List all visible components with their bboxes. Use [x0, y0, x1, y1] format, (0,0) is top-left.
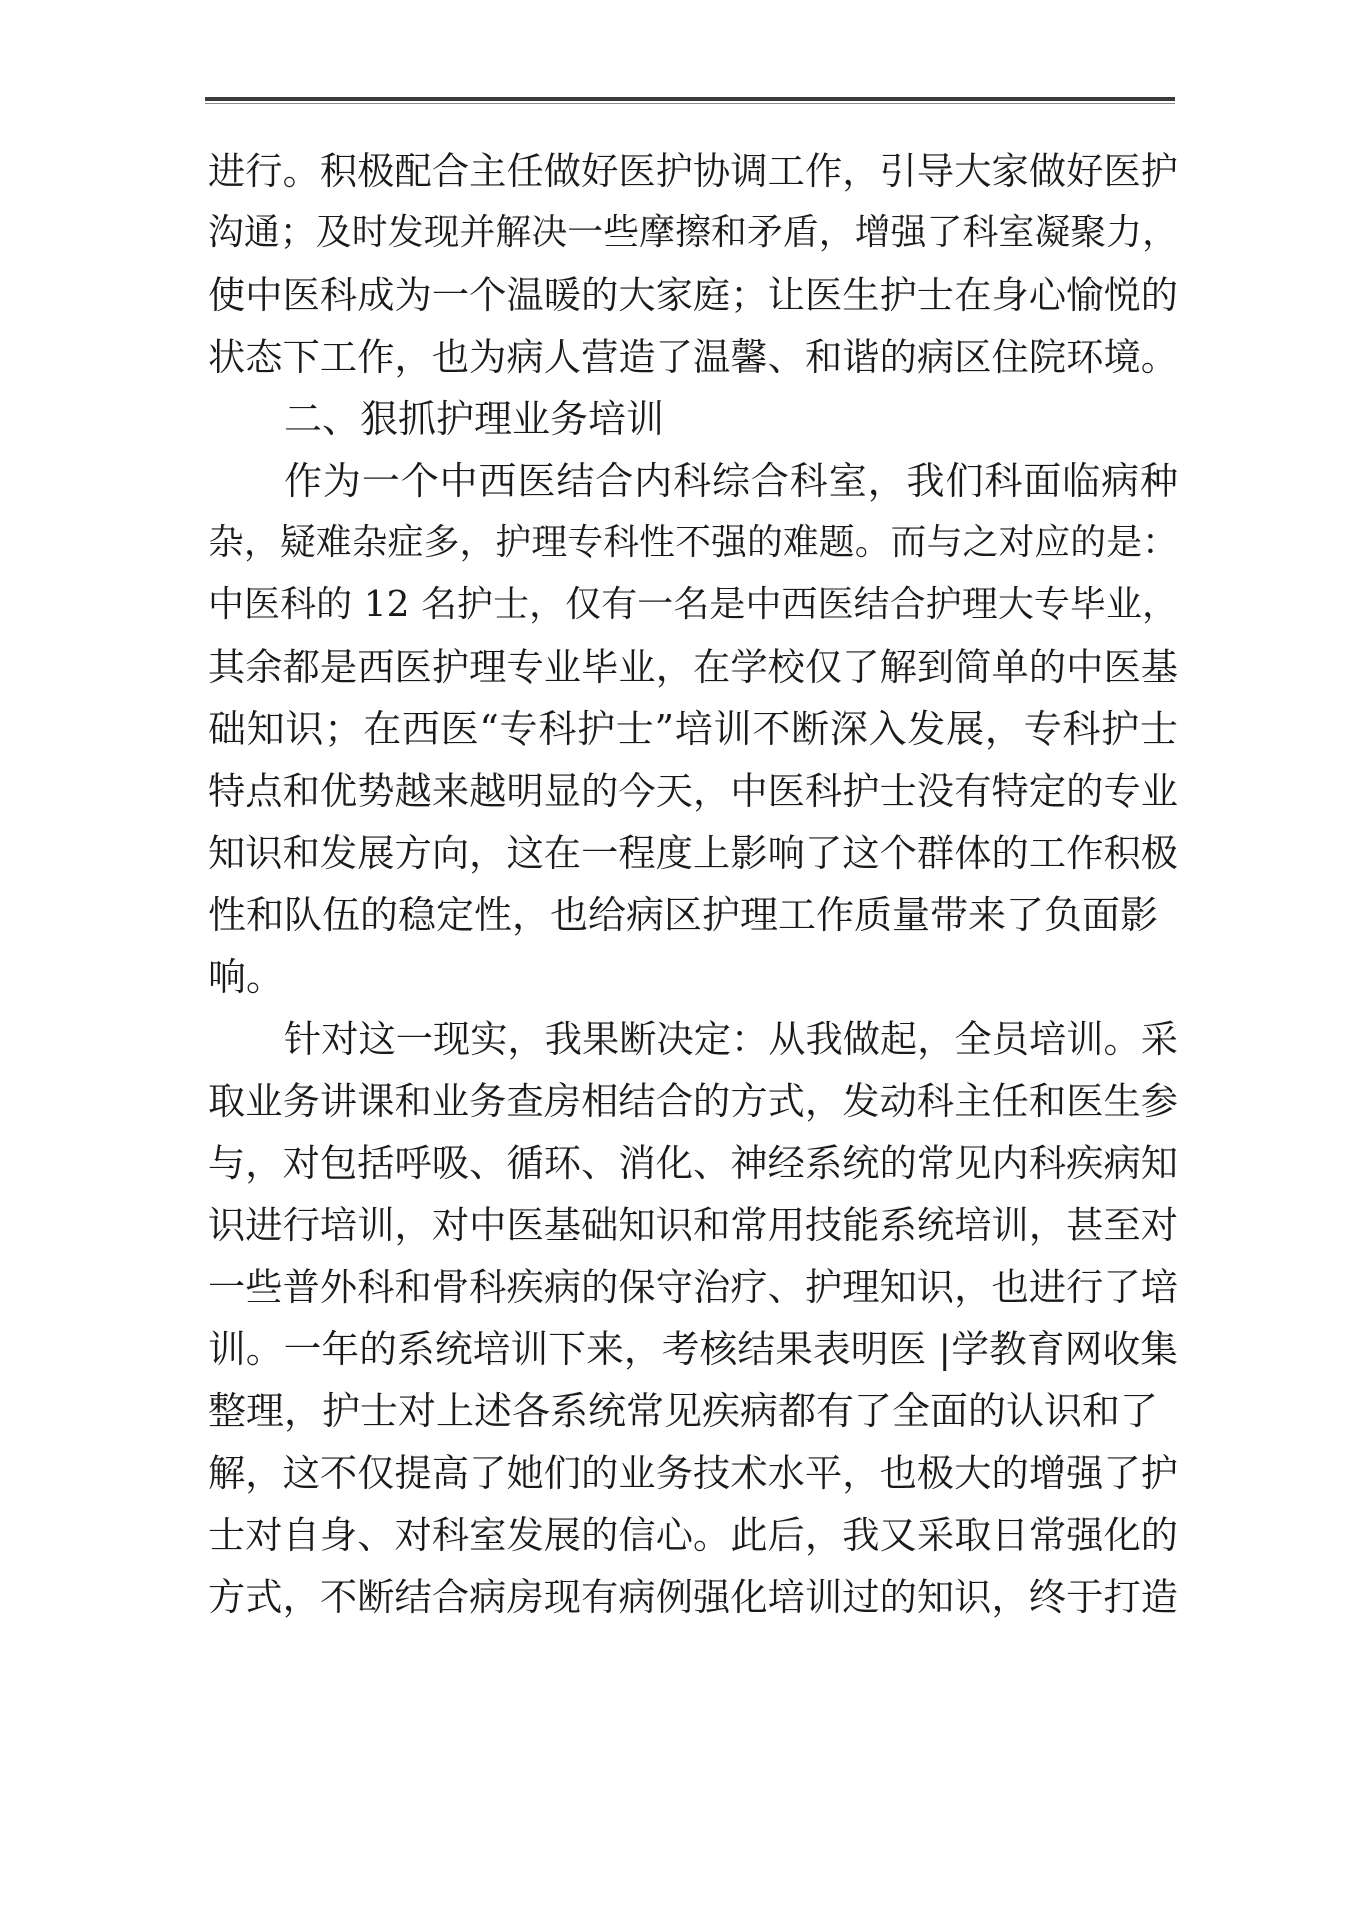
header-rule: [205, 97, 1175, 105]
text-line: 特点和优势越来越明显的今天，中医科护士没有特定的专业: [208, 769, 1178, 813]
header-rule-thick: [205, 97, 1175, 101]
text-line: 整理，护士对上述各系统常见疾病都有了全面的认识和了: [208, 1389, 1159, 1433]
text-line: 士对自身、对科室发展的信心。此后，我又采取日常强化的: [208, 1513, 1178, 1557]
text-line: 中医科的 12 名护士，仅有一名是中西医结合护理大专毕业，: [208, 584, 1178, 625]
text-line: 响。: [208, 955, 285, 999]
text-line: 状态下工作，也为病人营造了温馨、和谐的病区住院环境。: [208, 335, 1178, 379]
section-heading: 二、狠抓护理业务培训: [284, 397, 665, 441]
text-line: 沟通；及时发现并解决一些摩擦和矛盾，增强了科室凝聚力，: [208, 212, 1178, 253]
text-line: 进行。积极配合主任做好医护协调工作，引导大家做好医护: [208, 149, 1178, 193]
text-line: 与，对包括呼吸、循环、消化、神经系统的常见内科疾病知: [208, 1141, 1178, 1185]
text-line: 其余都是西医护理专业毕业，在学校仅了解到简单的中医基: [208, 645, 1178, 689]
text-line: 杂，疑难杂症多，护理专科性不强的难题。而与之对应的是：: [208, 522, 1178, 563]
text-line: 识进行培训，对中医基础知识和常用技能系统培训，甚至对: [208, 1203, 1178, 1247]
text-line: 性和队伍的稳定性，也给病区护理工作质量带来了负面影: [208, 893, 1159, 937]
text-line: 一些普外科和骨科疾病的保守治疗、护理知识，也进行了培: [208, 1265, 1178, 1309]
text-line: 知识和发展方向，这在一程度上影响了这个群体的工作积极: [208, 831, 1178, 875]
text-line: 作为一个中西医结合内科综合科室，我们科面临病种: [284, 459, 1178, 503]
text-line: 础知识；在西医“专科护士”培训不断深入发展，专科护士: [208, 707, 1178, 751]
header-rule-thin: [205, 103, 1175, 104]
body-text: [208, 140, 1178, 1628]
text-line: 训。一年的系统培训下来，考核结果表明医 |学教育网收集: [208, 1327, 1178, 1371]
text-line: 取业务讲课和业务查房相结合的方式，发动科主任和医生参: [208, 1079, 1178, 1123]
text-line: 使中医科成为一个温暖的大家庭；让医生护士在身心愉悦的: [208, 273, 1178, 317]
text-line: 针对这一现实，我果断决定：从我做起，全员培训。采: [284, 1017, 1178, 1061]
text-line: 方式，不断结合病房现有病例强化培训过的知识，终于打造: [208, 1575, 1178, 1619]
text-line: 解，这不仅提高了她们的业务技术水平，也极大的增强了护: [208, 1451, 1178, 1495]
